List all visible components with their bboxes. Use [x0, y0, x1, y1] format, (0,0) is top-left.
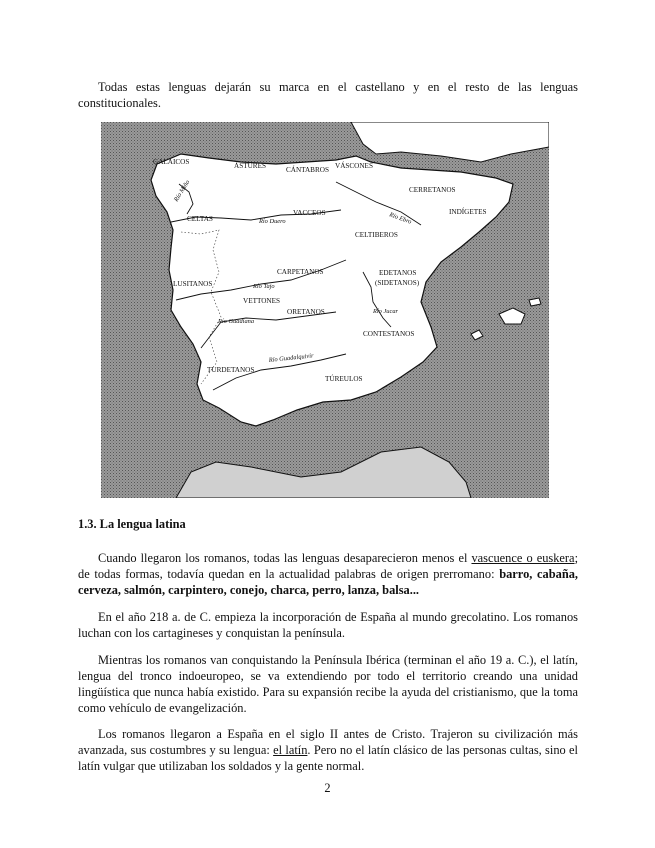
label-galaicos: GALAICOS	[153, 158, 190, 166]
label-sidetanos: (SIDETANOS)	[375, 279, 420, 287]
iberia-map	[101, 122, 549, 498]
label-rio-mino: Río Miño	[172, 179, 192, 204]
label-cerretanos: CERRETANOS	[409, 186, 456, 194]
paragraph-1	[78, 550, 578, 598]
label-rio-guadalquivir: Río Guadalquivir	[268, 352, 314, 364]
label-edetanos: EDETANOS	[379, 269, 417, 277]
label-rio-duero: Río Duero	[259, 218, 286, 225]
label-rio-ebro: Río Ebro	[388, 211, 413, 226]
p1-text-a: Cuando llegaron los romanos, todas las lenguas desaparecieron menos el	[98, 551, 472, 565]
balearic-menorca	[529, 298, 541, 306]
label-contestanos: CONTESTANOS	[363, 330, 415, 338]
intro-paragraph: Todas estas lenguas dejarán su marca en el castellano y en el resto de las lenguas constitucionales.	[78, 80, 578, 110]
label-oretanos: ORETANOS	[287, 308, 325, 316]
paragraph-3: Mientras los romanos van conquistando la Península Ibérica (terminan el año 19 a. C.), el latín, lengua del tronco indoeuropeo, se va extendiendo por todo el territorio creando una unidad lingüística que nunca había existido. Para su expansión recibe la ayuda del cristianismo, que la toma como vehículo de evangelización.	[78, 653, 578, 715]
label-vacceos: VACCEOS	[293, 209, 326, 217]
label-rio-tajo: Río Tajo	[253, 283, 275, 290]
p4-text-a: Los romanos llegaron a España en el siglo II antes de Cristo. Trajeron su civilización más avanzada, sus costumbres y su lengua:	[78, 727, 578, 757]
label-celtas: CELTAS	[187, 215, 213, 223]
p1-text-b: ; de todas formas, todavía quedan en la actualidad palabras de origen prerromano:	[78, 551, 579, 581]
prerroman-words: barro, cabaña, cerveza, salmón, carpintero, conejo, charca, perro, lanza, balsa...	[78, 567, 579, 597]
latin-link[interactable]: el latín	[273, 743, 308, 757]
label-turdetanos: TURDETANOS	[207, 366, 255, 374]
label-tureulos: TÚREULOS	[325, 375, 363, 383]
page-number: 2	[324, 781, 331, 795]
section-heading: 1.3. La lengua latina	[78, 517, 186, 531]
label-cantabros: CÁNTABROS	[286, 166, 329, 174]
label-indigetes: INDÍGETES	[449, 208, 487, 216]
label-carpetanos: CARPETANOS	[277, 268, 324, 276]
label-astures: ÁSTURES	[234, 162, 266, 170]
label-vettones: VETTONES	[243, 297, 281, 305]
label-rio-guadiana: Río Guadiana	[218, 318, 255, 325]
paragraph-2: En el año 218 a. de C. empieza la incorporación de España al mundo grecolatino. Los romanos luchan con los cartagineses y conquistan la península.	[78, 610, 578, 640]
label-vascones: VÁSCONES	[335, 162, 373, 170]
paragraph-4	[78, 726, 578, 774]
label-lusitanos: LUSITANOS	[173, 280, 213, 288]
vascuence-link[interactable]: vascuence o euskera	[471, 551, 575, 565]
p4-text-b: . Pero no el latín clásico de las personas cultas, sino el latín vulgar que utilizaban los soldados y la gente normal.	[78, 743, 578, 773]
label-rio-jucar: Río Jucar	[373, 308, 399, 315]
label-celtiberos: CELTIBEROS	[355, 231, 398, 239]
